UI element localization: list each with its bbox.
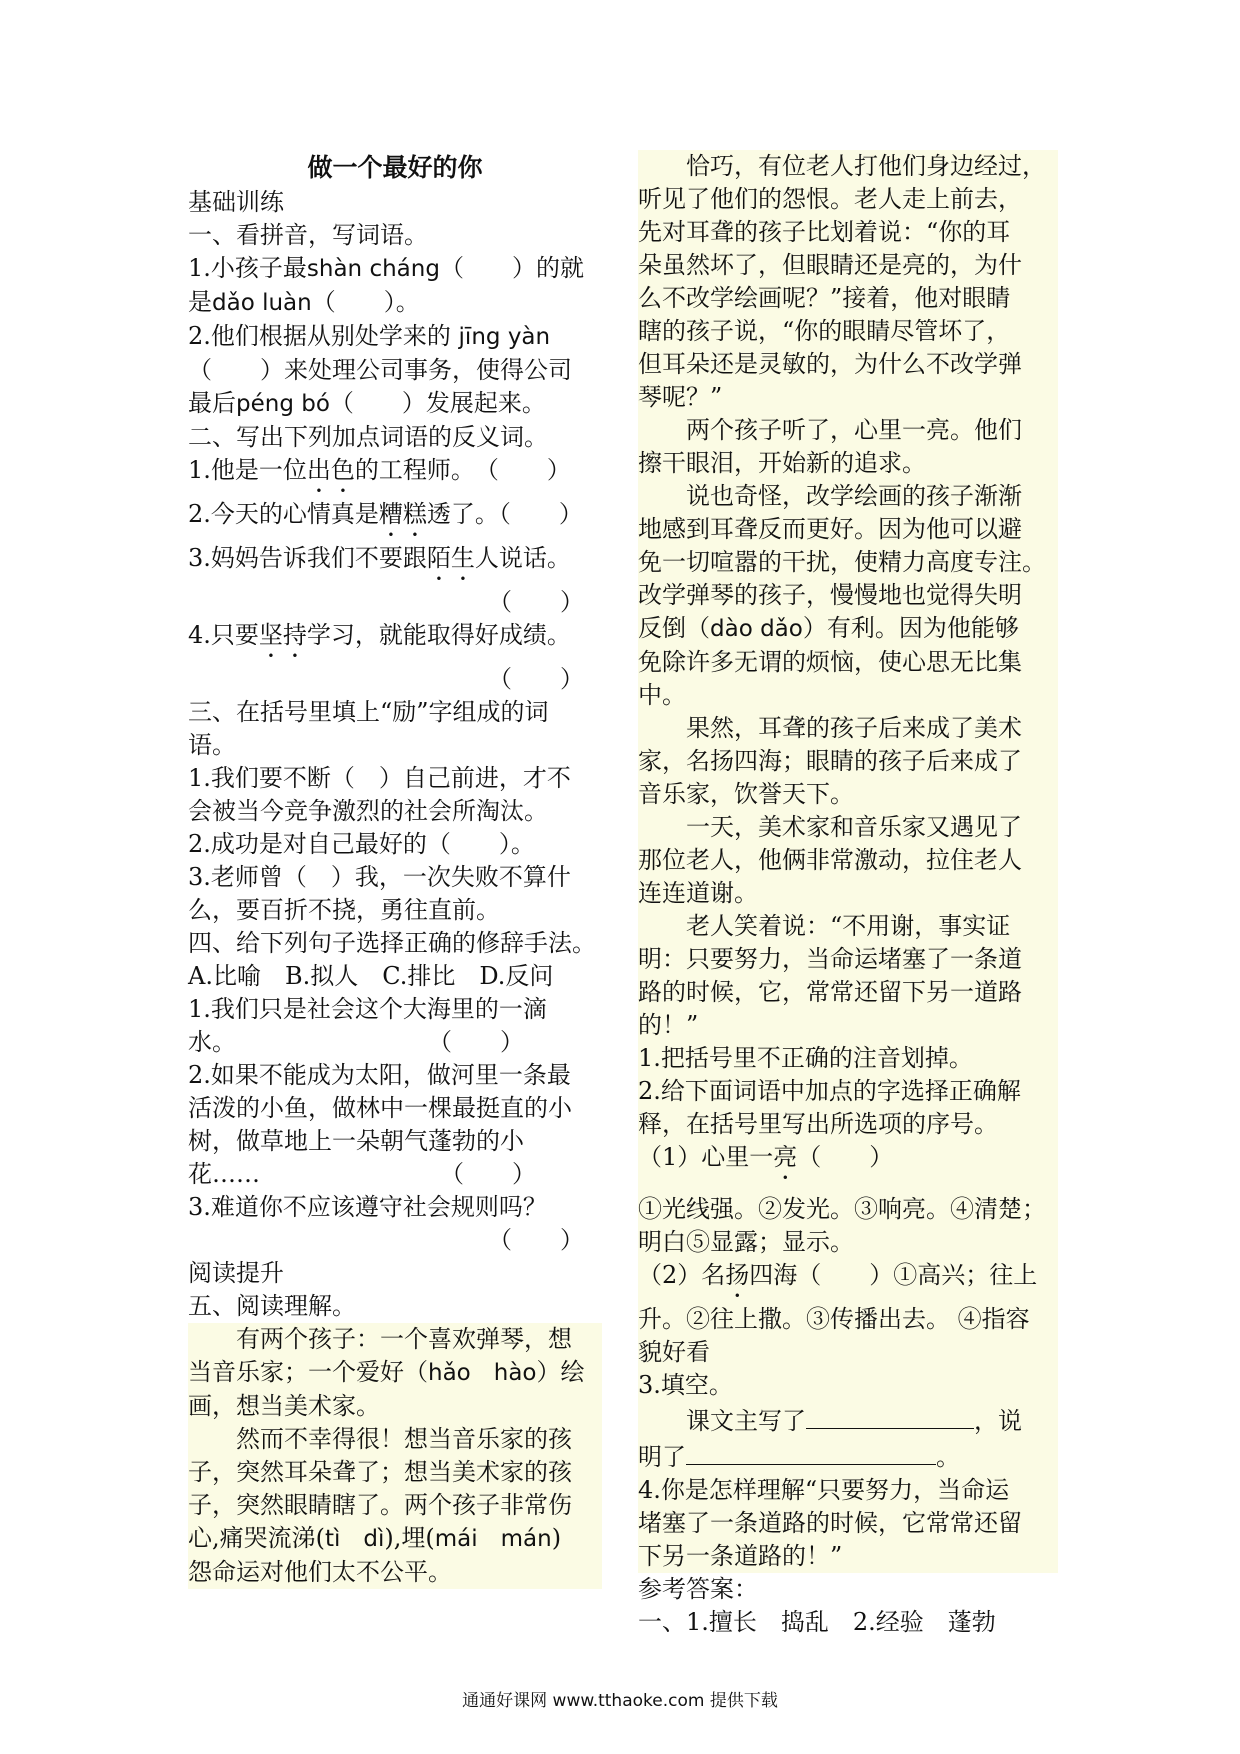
answer-heading: 参考答案： (638, 1575, 758, 1603)
page-title: 做一个最好的你 (307, 153, 483, 182)
passage-line: 当音乐家；一个爱好（hǎo hào）绘 (188, 1358, 585, 1386)
reading-q2a: 2.给下面词语中加点的字选择正确解 (638, 1077, 1021, 1105)
q5-heading: 五、阅读理解。 (188, 1292, 356, 1320)
left-column (188, 150, 602, 1589)
passage-line: 地感到耳聋反而更好。因为他可以避 (638, 515, 1022, 543)
passage-line: 瞎的孩子说，“你的眼睛尽管坏了， (638, 317, 1011, 345)
reading-q2-sub2-options-c: 貌好看 (638, 1338, 710, 1366)
q2-item-3: 3.妈妈告诉我们不要跟陌生人说话。 (188, 544, 571, 572)
q1-heading: 一、看拼音，写词语。 (188, 221, 428, 249)
passage-line: 恰巧，有位老人打他们身边经过， (686, 152, 1046, 180)
q4-heading: 四、给下列句子选择正确的修辞手法。 (188, 929, 596, 957)
reading-passage-part-2 (638, 150, 1058, 1042)
dotted-word: 坚持 (258, 621, 307, 649)
page-footer: 通通好课网 www.tthaoke.com 提供下载 (462, 1691, 778, 1711)
q3-item-2: 2.成功是对自己最好的（ ）。 (188, 830, 535, 858)
q4-item-2a: 2.如果不能成为太阳，做河里一条最 (188, 1061, 571, 1089)
passage-line: 那位老人，他俩非常激动，拉住老人 (638, 846, 1022, 874)
passage-line: 路的时候，它，常常还留下另一道路 (638, 978, 1022, 1006)
q2-item-4: 4.只要坚持学习，就能取得好成绩。 (188, 621, 571, 649)
right-column (638, 150, 1058, 1639)
dotted-word: 陌生 (426, 544, 475, 572)
q3-item-1a: 1.我们要不断（ ）自己前进，才不 (188, 764, 571, 792)
reading-q2-sub1-options-b: 明白⑤显露；显示。 (638, 1228, 854, 1256)
dotted-word: 出色 (306, 456, 355, 484)
reading-q2-sub1-options-a: ①光线强。②发光。③响亮。④清楚； (638, 1195, 1046, 1223)
q4-item-2b: 活泼的小鱼，做林中一棵最挺直的小 (188, 1094, 572, 1122)
reading-q3-fill-b: 明了 。 (638, 1438, 1058, 1474)
passage-line: 怨命运对他们太不公平。 (188, 1558, 452, 1586)
reading-q2-sub2: （2）名扬四海（ ）①高兴；往上 (638, 1261, 1038, 1289)
q1-item-1a: 1.小孩子最shàn cháng（ ）的就 (188, 254, 584, 282)
q4-item-3: 3.难道你不应该遵守社会规则吗？ (188, 1193, 547, 1221)
passage-line: 然而不幸得很！想当音乐家的孩 (236, 1425, 572, 1453)
passage-line: 音乐家，饮誉天下。 (638, 780, 854, 808)
reading-questions (638, 1042, 1058, 1573)
passage-line: 说也奇怪，改学绘画的孩子渐渐 (686, 482, 1022, 510)
section-basic-heading: 基础训练 (188, 188, 284, 216)
q3-heading-b: 语。 (188, 731, 236, 759)
q1-item-2a: 2.他们根据从别处学来的 jīng yàn (188, 322, 551, 350)
reading-passage-part-1 (188, 1323, 602, 1589)
passage-line: 反倒（dào dǎo）有利。因为他能够 (638, 614, 1019, 642)
dotted-word: 扬 (725, 1261, 750, 1289)
dotted-word: 亮 (773, 1143, 798, 1171)
q2-item-2: 2.今天的心情真是糟糕透了。（ ） (188, 500, 583, 528)
passage-line: 免一切喧嚣的干扰，使精力高度专注。 (638, 548, 1046, 576)
passage-line: 两个孩子听了，心里一亮。他们 (686, 416, 1022, 444)
reading-q2-sub2-options-b: 升。②往上撒。③传播出去。 ④指容 (638, 1305, 1030, 1333)
reading-q2-sub1: （1）心里一亮（ ） (638, 1143, 894, 1171)
reading-q1: 1.把括号里不正确的注音划掉。 (638, 1044, 973, 1072)
q4-item-2d: 花…… （ ） (188, 1160, 536, 1188)
passage-line: 老人笑着说：“不用谢，事实证 (686, 912, 1011, 940)
passage-line: 先对耳聋的孩子比划着说：“你的耳 (638, 218, 1011, 246)
passage-line: 家，名扬四海；眼睛的孩子后来成了 (638, 747, 1022, 775)
q2-heading: 二、写出下列加点词语的反义词。 (188, 423, 548, 451)
passage-line: 子，突然眼睛瞎了。两个孩子非常伤 (188, 1491, 572, 1519)
fill-blank-line[interactable] (686, 1438, 936, 1465)
answer-line-1: 一、1.擅长 捣乱 2.经验 蓬勃 (638, 1608, 996, 1636)
passage-line: 连连道谢。 (638, 879, 758, 907)
section-reading-heading: 阅读提升 (188, 1259, 284, 1287)
fill-blank-line[interactable] (806, 1402, 974, 1429)
reading-q2b: 释，在括号里写出所选项的序号。 (638, 1110, 998, 1138)
passage-line: 擦干眼泪，开始新的追求。 (638, 449, 926, 477)
q1-item-1b: 是dǎo luàn（ ）。 (188, 288, 420, 316)
q2-item-4-answer-paren: （ ） (488, 665, 584, 693)
reading-q4a: 4.你是怎样理解“只要努力，当命运 (638, 1476, 1010, 1504)
passage-line: 么不改学绘画呢？”接着，他对眼睛 (638, 284, 1011, 312)
q2-item-3-answer-paren: （ ） (488, 588, 584, 616)
q4-item-2c: 树，做草地上一朵朝气蓬勃的小 (188, 1127, 524, 1155)
q1-item-2c: 最后péng bó（ ）发展起来。 (188, 389, 546, 417)
passage-line: 画，想当美术家。 (188, 1392, 380, 1420)
q2-item-1: 1.他是一位出色的工程师。 （ ） (188, 456, 571, 484)
q3-item-3b: 么，要百折不挠，勇往直前。 (188, 896, 500, 924)
passage-line: 的！” (638, 1011, 699, 1039)
passage-line: 改学弹琴的孩子，慢慢地也觉得失明 (638, 581, 1022, 609)
passage-line: 听见了他们的怨恨。老人走上前去， (638, 185, 1022, 213)
q1-item-2b: （ ）来处理公司事务，使得公司 (188, 356, 572, 384)
passage-line: 朵虽然坏了，但眼睛还是亮的，为什 (638, 251, 1022, 279)
q3-heading-a: 三、在括号里填上“励”字组成的词 (188, 698, 549, 726)
passage-line: 琴呢？” (638, 383, 723, 411)
q4-options: A.比喻 B.拟人 C.排比 D.反问 (188, 962, 554, 990)
dotted-word: 糟糕 (378, 500, 427, 528)
reading-q4c: 下另一条道路的！” (638, 1542, 843, 1570)
reading-q3-fill-a: 课文主写了 ，说 (638, 1402, 1058, 1438)
passage-line: 但耳朵还是灵敏的，为什么不改学弹 (638, 350, 1022, 378)
passage-line: 明：只要努力，当命运堵塞了一条道 (638, 945, 1022, 973)
passage-line: 果然，耳聋的孩子后来成了美术 (686, 714, 1022, 742)
passage-line: 心,痛哭流涕(tì dì),埋(mái mán) (188, 1524, 562, 1552)
passage-line: 子，突然耳朵聋了；想当美术家的孩 (188, 1458, 572, 1486)
passage-line: 一天，美术家和音乐家又遇见了 (686, 813, 1022, 841)
q4-item-3-answer-paren: （ ） (488, 1226, 584, 1254)
q3-item-3a: 3.老师曾（ ）我，一次失败不算什 (188, 863, 571, 891)
q4-item-1a: 1.我们只是社会这个大海里的一滴 (188, 995, 547, 1023)
passage-line: 有两个孩子：一个喜欢弹琴，想 (236, 1325, 572, 1353)
reading-q4b: 堵塞了一条道路的时候，它常常还留 (638, 1509, 1022, 1537)
passage-line: 免除许多无谓的烦恼，使心思无比集 (638, 648, 1022, 676)
passage-line: 中。 (638, 681, 686, 709)
reading-q3: 3.填空。 (638, 1371, 733, 1399)
q4-item-1b: 水。 （ ） (188, 1028, 524, 1056)
q3-item-1b: 会被当今竞争激烈的社会所淘汰。 (188, 797, 548, 825)
